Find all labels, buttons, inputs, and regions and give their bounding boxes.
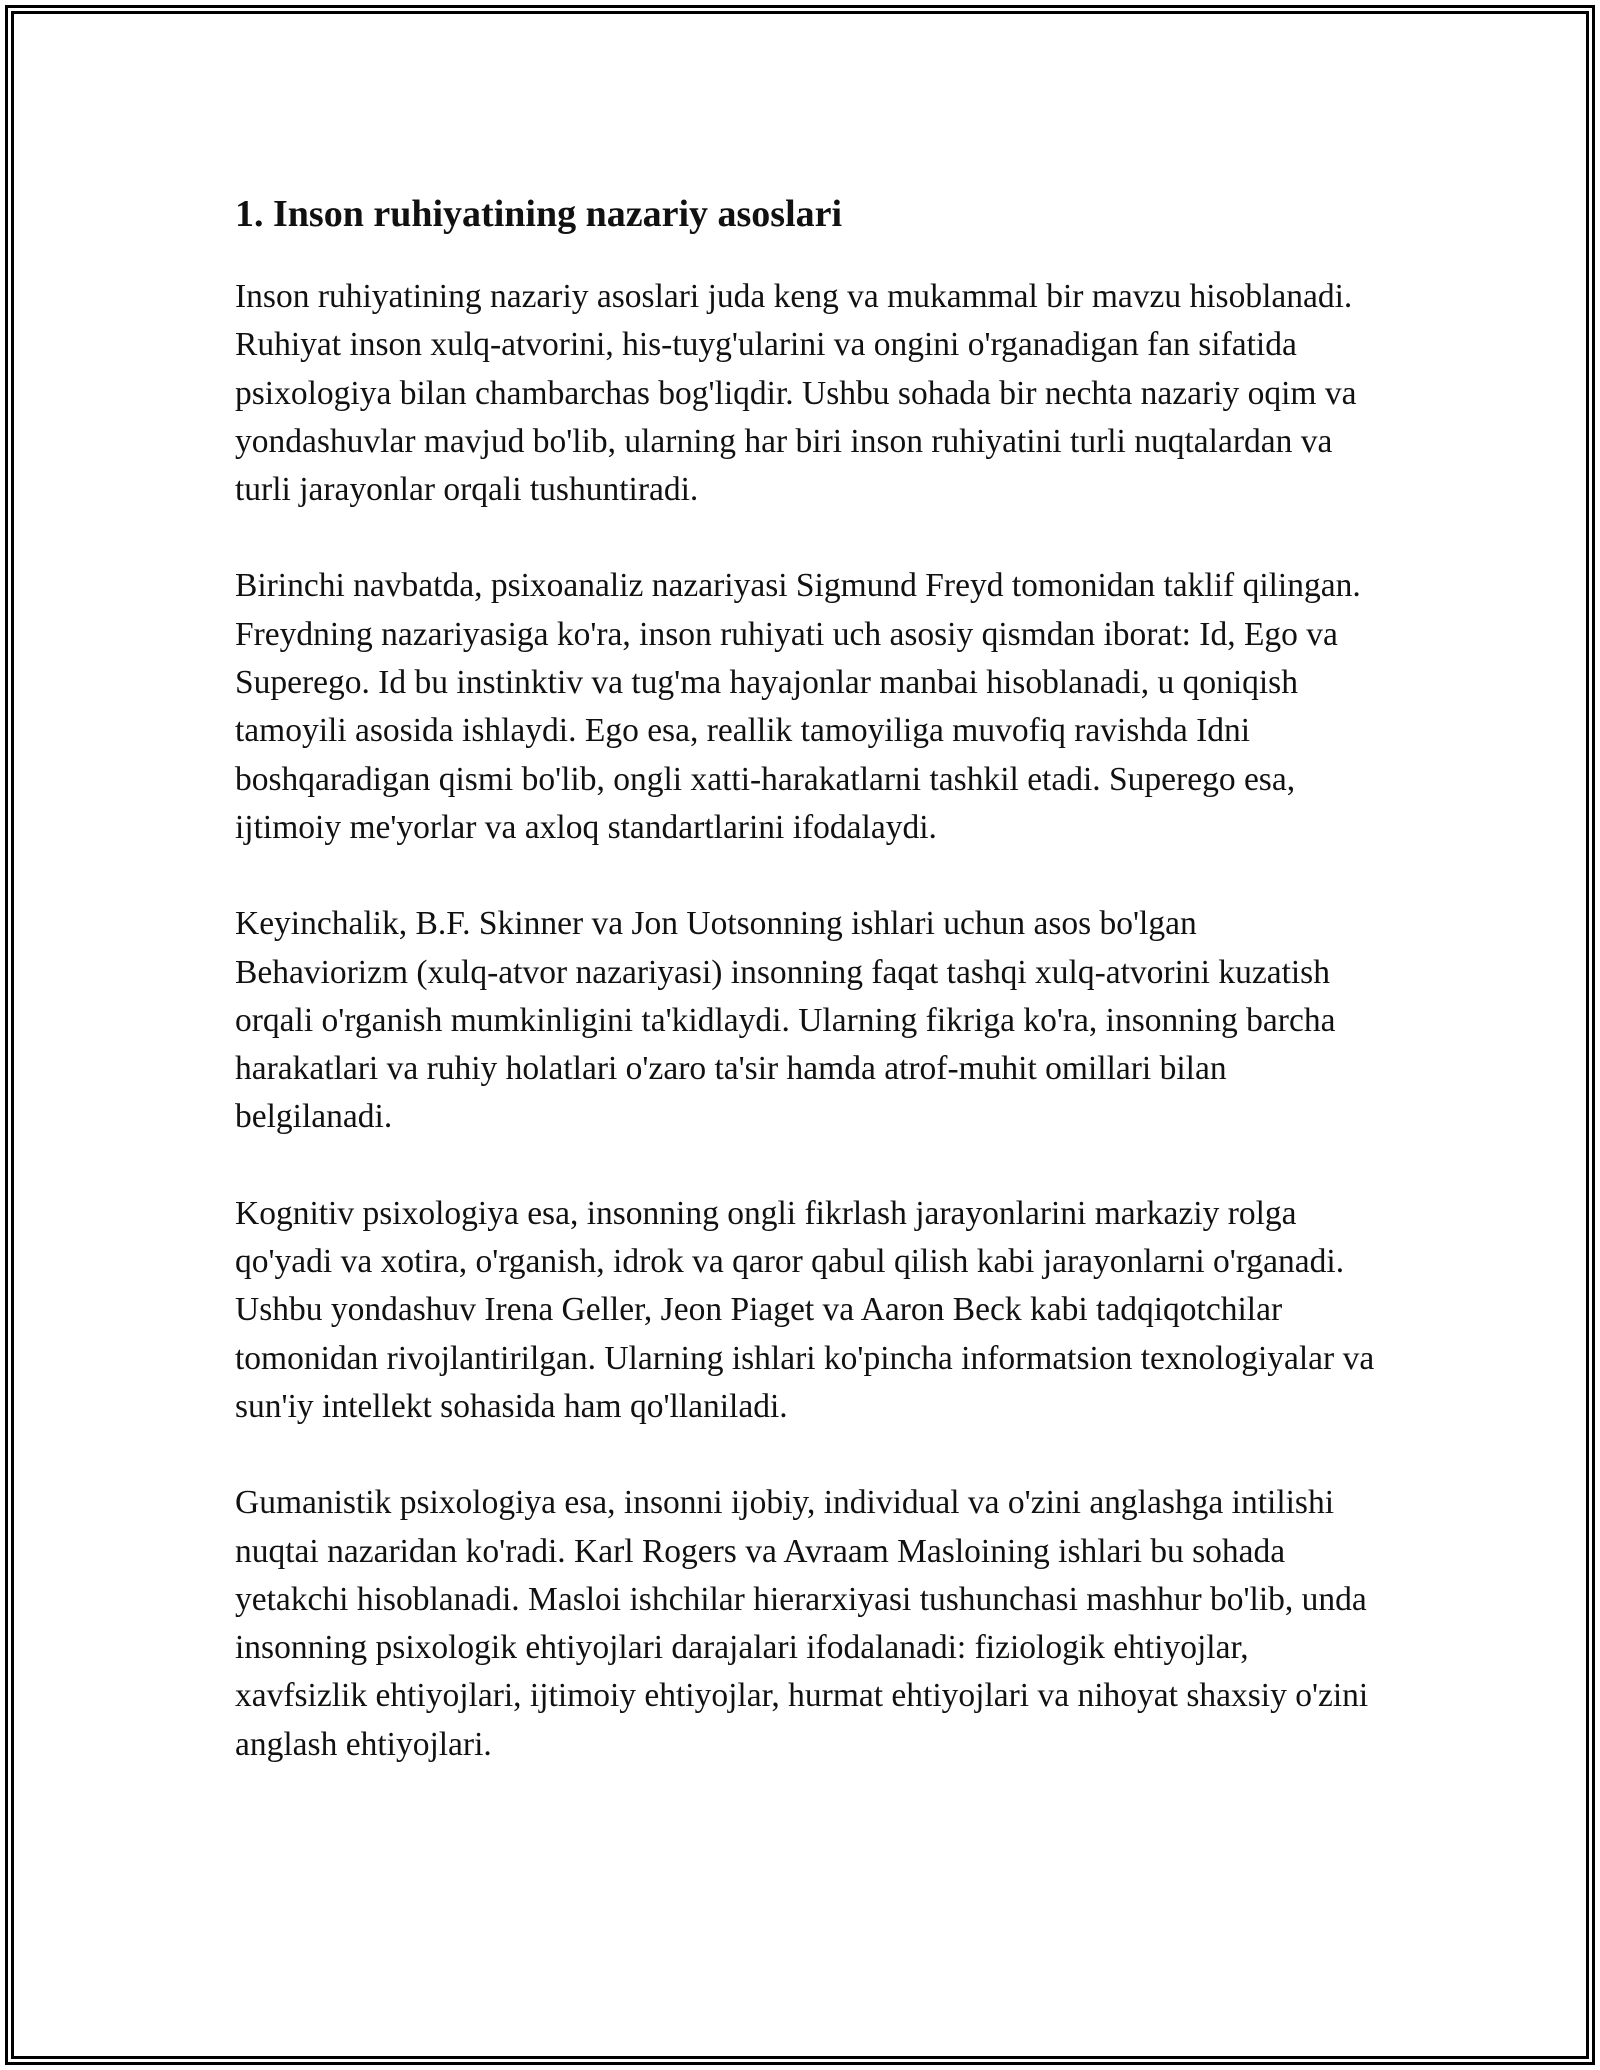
paragraph-behaviorism: Keyinchalik, B.F. Skinner va Jon Uotsonning ishlari uchun asos bo'lgan Behaviorizm (xulq-atvor nazariyasi) insonning faqat tashqi xulq-atvorini kuzatish orqali o'rganish mumkinligini ta'kidlaydi. Ularning fikriga ko'ra, insonning barcha harakatlari va ruhiy holatlari o'zaro ta'sir hamda atrof-muhit omillari bilan belgilanadi. — [235, 905, 1336, 1136]
paragraph-intro: Inson ruhiyatining nazariy asoslari juda keng va mukammal bir mavzu hisoblanadi. Ruhiyat inson xulq-atvorini, his-tuyg'ularini va ongini o'rganadigan fan sifatida psixologiya bilan chambarchas bog'liqdir. Ushbu sohada bir nechta nazariy oqim va yondashuvlar mavjud bo'lib, ularning har biri inson ruhiyatini turli nuqtalardan va turli jarayonlar orqali tushuntiradi. — [235, 278, 1357, 509]
section-title: 1. Inson ruhiyatining nazariy asoslari — [235, 193, 843, 235]
document-body — [235, 188, 1375, 1817]
paragraph-psychoanalysis: Birinchi navbatda, psixoanaliz nazariyasi Sigmund Freyd tomonidan taklif qilingan. Freydning nazariyasiga ko'ra, inson ruhiyati uch asosiy qismdan iborat: Id, Ego va Superego. Id bu instinktiv va tug'ma hayajonlar manbai hisoblanadi, u qoniqish tamoyili asosida ishlaydi. Ego esa, reallik tamoyiliga muvofiq ravishda Idni boshqaradigan qismi bo'lib, ongli xatti-harakatlarni tashkil etadi. Superego esa, ijtimoiy me'yorlar va axloq standartlarini ifodalaydi. — [235, 567, 1361, 846]
paragraph-cognitive: Kognitiv psixologiya esa, insonning ongli fikrlash jarayonlarini markaziy rolga qo'yadi va xotira, o'rganish, idrok va qaror qabul qilish kabi jarayonlarni o'rganadi. Ushbu yondashuv Irena Geller, Jeon Piaget va Aaron Beck kabi tadqiqotchilar tomonidan rivojlantirilgan. Ularning ishlari ko'pincha informatsion texnologiyalar va sun'iy intellekt sohasida ham qo'llaniladi. — [235, 1194, 1375, 1425]
paragraph-humanistic: Gumanistik psixologiya esa, insonni ijobiy, individual va o'zini anglashga intilishi nuqtai nazaridan ko'radi. Karl Rogers va Avraam Masloining ishlari bu sohada yetakchi hisoblanadi. Masloi ishchilar hierarxiyasi tushunchasi mashhur bo'lib, unda insonning psixologik ehtiyojlari darajalari ifodalanadi: fiziologik ehtiyojlar, xavfsizlik ehtiyojlari, ijtimoiy ehtiyojlar, hurmat ehtiyojlari va nihoyat shaxsiy o'zini anglash ehtiyojlari. — [235, 1484, 1369, 1763]
